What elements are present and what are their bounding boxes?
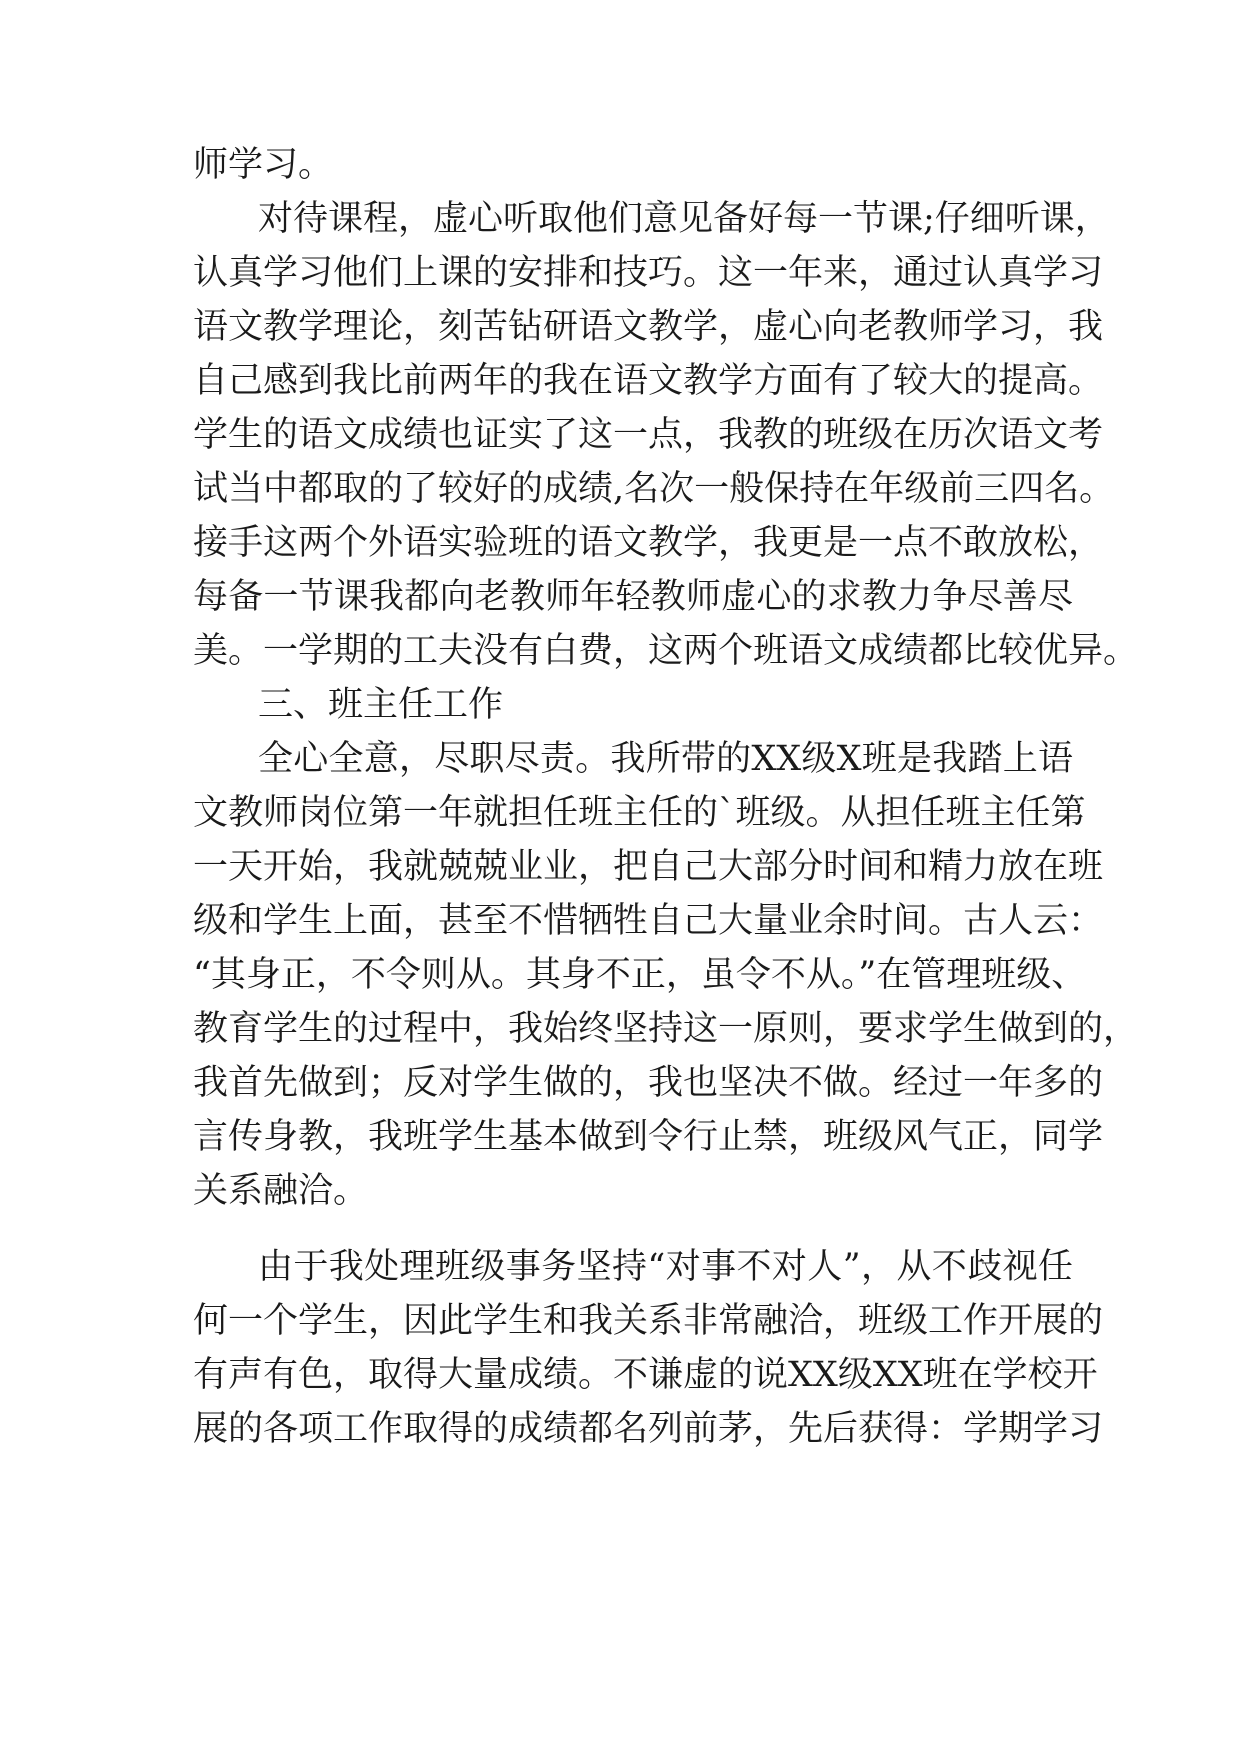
text-line-6: 学生的语文成绩也证实了这一点，我教的班级在历次语文考 [193, 415, 1104, 455]
text-line-1: 师学习。 [193, 145, 334, 185]
text-line-4: 语文教学理论，刻苦钻研语文教学，虚心向老教师学习，我 [193, 307, 1104, 347]
text-line-10: 美。一学期的工夫没有白费，这两个班语文成绩都比较优异。 [193, 631, 1139, 671]
text-line-24: 展的各项工作取得的成绩都名列前茅，先后获得：学期学习 [193, 1409, 1104, 1449]
text-line-22: 何一个学生，因此学生和我关系非常融洽，班级工作开展的 [193, 1301, 1104, 1341]
text-line-15: 级和学生上面，甚至不惜牺牲自己大量业余时间。古人云： [193, 901, 1104, 941]
text-line-16: “其身正，不令则从。其身不正，虽令不从。”在管理班级、 [193, 955, 1087, 995]
paragraph-line-21: 由于我处理班级事务坚持“对事不对人”，从不歧视任 [258, 1247, 1073, 1287]
text-line-18: 我首先做到；反对学生做的，我也坚决不做。经过一年多的 [193, 1063, 1104, 1103]
text-line-3: 认真学习他们上课的安排和技巧。这一年来，通过认真学习 [193, 253, 1104, 293]
text-line-19: 言传身教，我班学生基本做到令行止禁，班级风气正，同学 [193, 1117, 1104, 1157]
text-line-13: 文教师岗位第一年就担任班主任的`班级。从担任班主任第 [193, 793, 1086, 833]
text-line-9: 每备一节课我都向老教师年轻教师虚心的求教力争尽善尽 [193, 577, 1073, 617]
text-line-5: 自己感到我比前两年的我在语文教学方面有了较大的提高。 [193, 361, 1104, 401]
text-line-7: 试当中都取的了较好的成绩,名次一般保持在年级前三四名。 [193, 469, 1115, 509]
text-line-17: 教育学生的过程中，我始终坚持这一原则，要求学生做到的， [193, 1009, 1139, 1049]
section-heading: 三、班主任工作 [258, 685, 504, 725]
paragraph-line-12: 全心全意，尽职尽责。我所带的XX级X班是我踏上语 [258, 739, 1073, 779]
text-line-8: 接手这两个外语实验班的语文教学，我更是一点不敢放松， [193, 523, 1104, 563]
text-line-20: 关系融洽。 [193, 1171, 369, 1211]
paragraph-line-2: 对待课程，虚心听取他们意见备好每一节课;仔细听课， [258, 199, 1110, 239]
text-line-14: 一天开始，我就兢兢业业，把自己大部分时间和精力放在班 [193, 847, 1104, 887]
text-line-23: 有声有色，取得大量成绩。不谦虚的说XX级XX班在学校开 [193, 1355, 1098, 1395]
